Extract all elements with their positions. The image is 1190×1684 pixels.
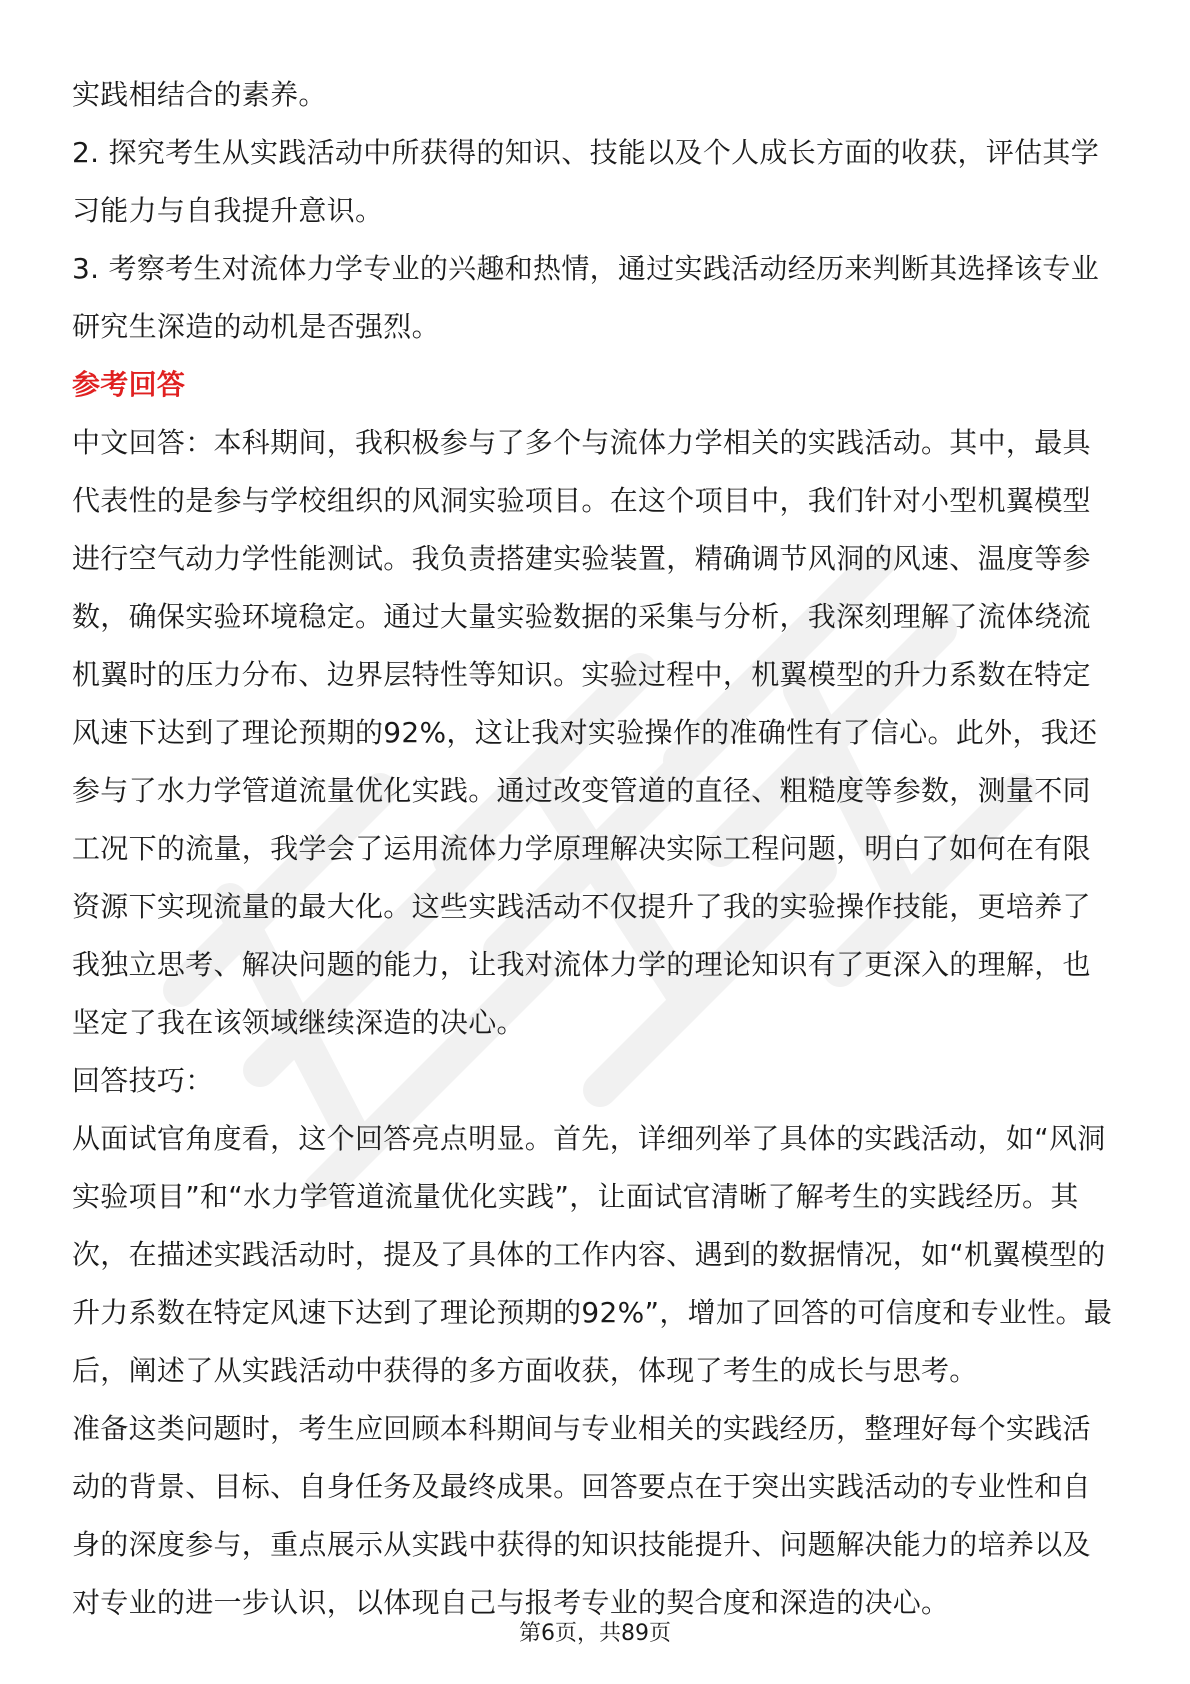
text-line: 资源下实现流量的最大化。这些实践活动不仅提升了我的实验操作技能，更培养了 [72, 890, 1091, 923]
text-line: 工况下的流量，我学会了运用流体力学原理解决实际工程问题，明白了如何在有限 [72, 832, 1091, 865]
text-line: 数，确保实验环境稳定。通过大量实验数据的采集与分析，我深刻理解了流体绕流 [72, 600, 1091, 633]
tips-heading: 回答技巧： [72, 1064, 214, 1097]
assessment-criteria [72, 66, 1122, 356]
text-line: 中文回答：本科期间，我积极参与了多个与流体力学相关的实践活动。其中，最具 [72, 426, 1091, 459]
text-line: 3. 考察考生对流体力学专业的兴趣和热情，通过实践活动经历来判断其选择该专业 [72, 252, 1100, 285]
text-line: 准备这类问题时，考生应回顾本科期间与专业相关的实践经历，整理好每个实践活 [72, 1412, 1091, 1445]
text-line: 研究生深造的动机是否强烈。 [72, 310, 440, 343]
tips-paragraph [72, 1110, 1122, 1400]
text-line: 动的背景、目标、自身任务及最终成果。回答要点在于突出实践活动的专业性和自 [72, 1470, 1091, 1503]
text-line: 次，在描述实践活动时，提及了具体的工作内容、遇到的数据情况，如“机翼模型的 [72, 1238, 1106, 1271]
page-number-footer: 第6页，共89页 [519, 1621, 671, 1646]
document-body [72, 66, 1122, 1632]
text-line: 实验项目”和“水力学管道流量优化实践”，让面试官清晰了解考生的实践经历。其 [72, 1180, 1079, 1213]
text-line: 代表性的是参与学校组织的风洞实验项目。在这个项目中，我们针对小型机翼模型 [72, 484, 1091, 517]
text-line: 机翼时的压力分布、边界层特性等知识。实验过程中，机翼模型的升力系数在特定 [72, 658, 1091, 691]
text-line: 风速下达到了理论预期的92%，这让我对实验操作的准确性有了信心。此外，我还 [72, 716, 1098, 749]
text-line: 从面试官角度看，这个回答亮点明显。首先，详细列举了具体的实践活动，如“风洞 [72, 1122, 1106, 1155]
text-line: 习能力与自我提升意识。 [72, 194, 384, 227]
reference-answer-heading: 参考回答 [72, 368, 186, 401]
text-line: 坚定了我在该领域继续深造的决心。 [72, 1006, 525, 1039]
text-line: 进行空气动力学性能测试。我负责搭建实验装置，精确调节风洞的风速、温度等参 [72, 542, 1091, 575]
text-line: 升力系数在特定风速下达到了理论预期的92%”，增加了回答的可信度和专业性。最 [72, 1296, 1113, 1329]
answer-paragraph [72, 414, 1122, 1052]
text-line: 我独立思考、解决问题的能力，让我对流体力学的理论知识有了更深入的理解，也 [72, 948, 1091, 981]
text-line: 2. 探究考生从实践活动中所获得的知识、技能以及个人成长方面的收获，评估其学 [72, 136, 1100, 169]
preparation-paragraph [72, 1400, 1122, 1632]
text-line: 身的深度参与，重点展示从实践中获得的知识技能提升、问题解决能力的培养以及 [72, 1528, 1091, 1561]
text-line: 参与了水力学管道流量优化实践。通过改变管道的直径、粗糙度等参数，测量不同 [72, 774, 1091, 807]
text-line: 实践相结合的素养。 [72, 78, 327, 111]
text-line: 对专业的进一步认识，以体现自己与报考专业的契合度和深造的决心。 [72, 1586, 950, 1619]
text-line: 后，阐述了从实践活动中获得的多方面收获，体现了考生的成长与思考。 [72, 1354, 978, 1387]
